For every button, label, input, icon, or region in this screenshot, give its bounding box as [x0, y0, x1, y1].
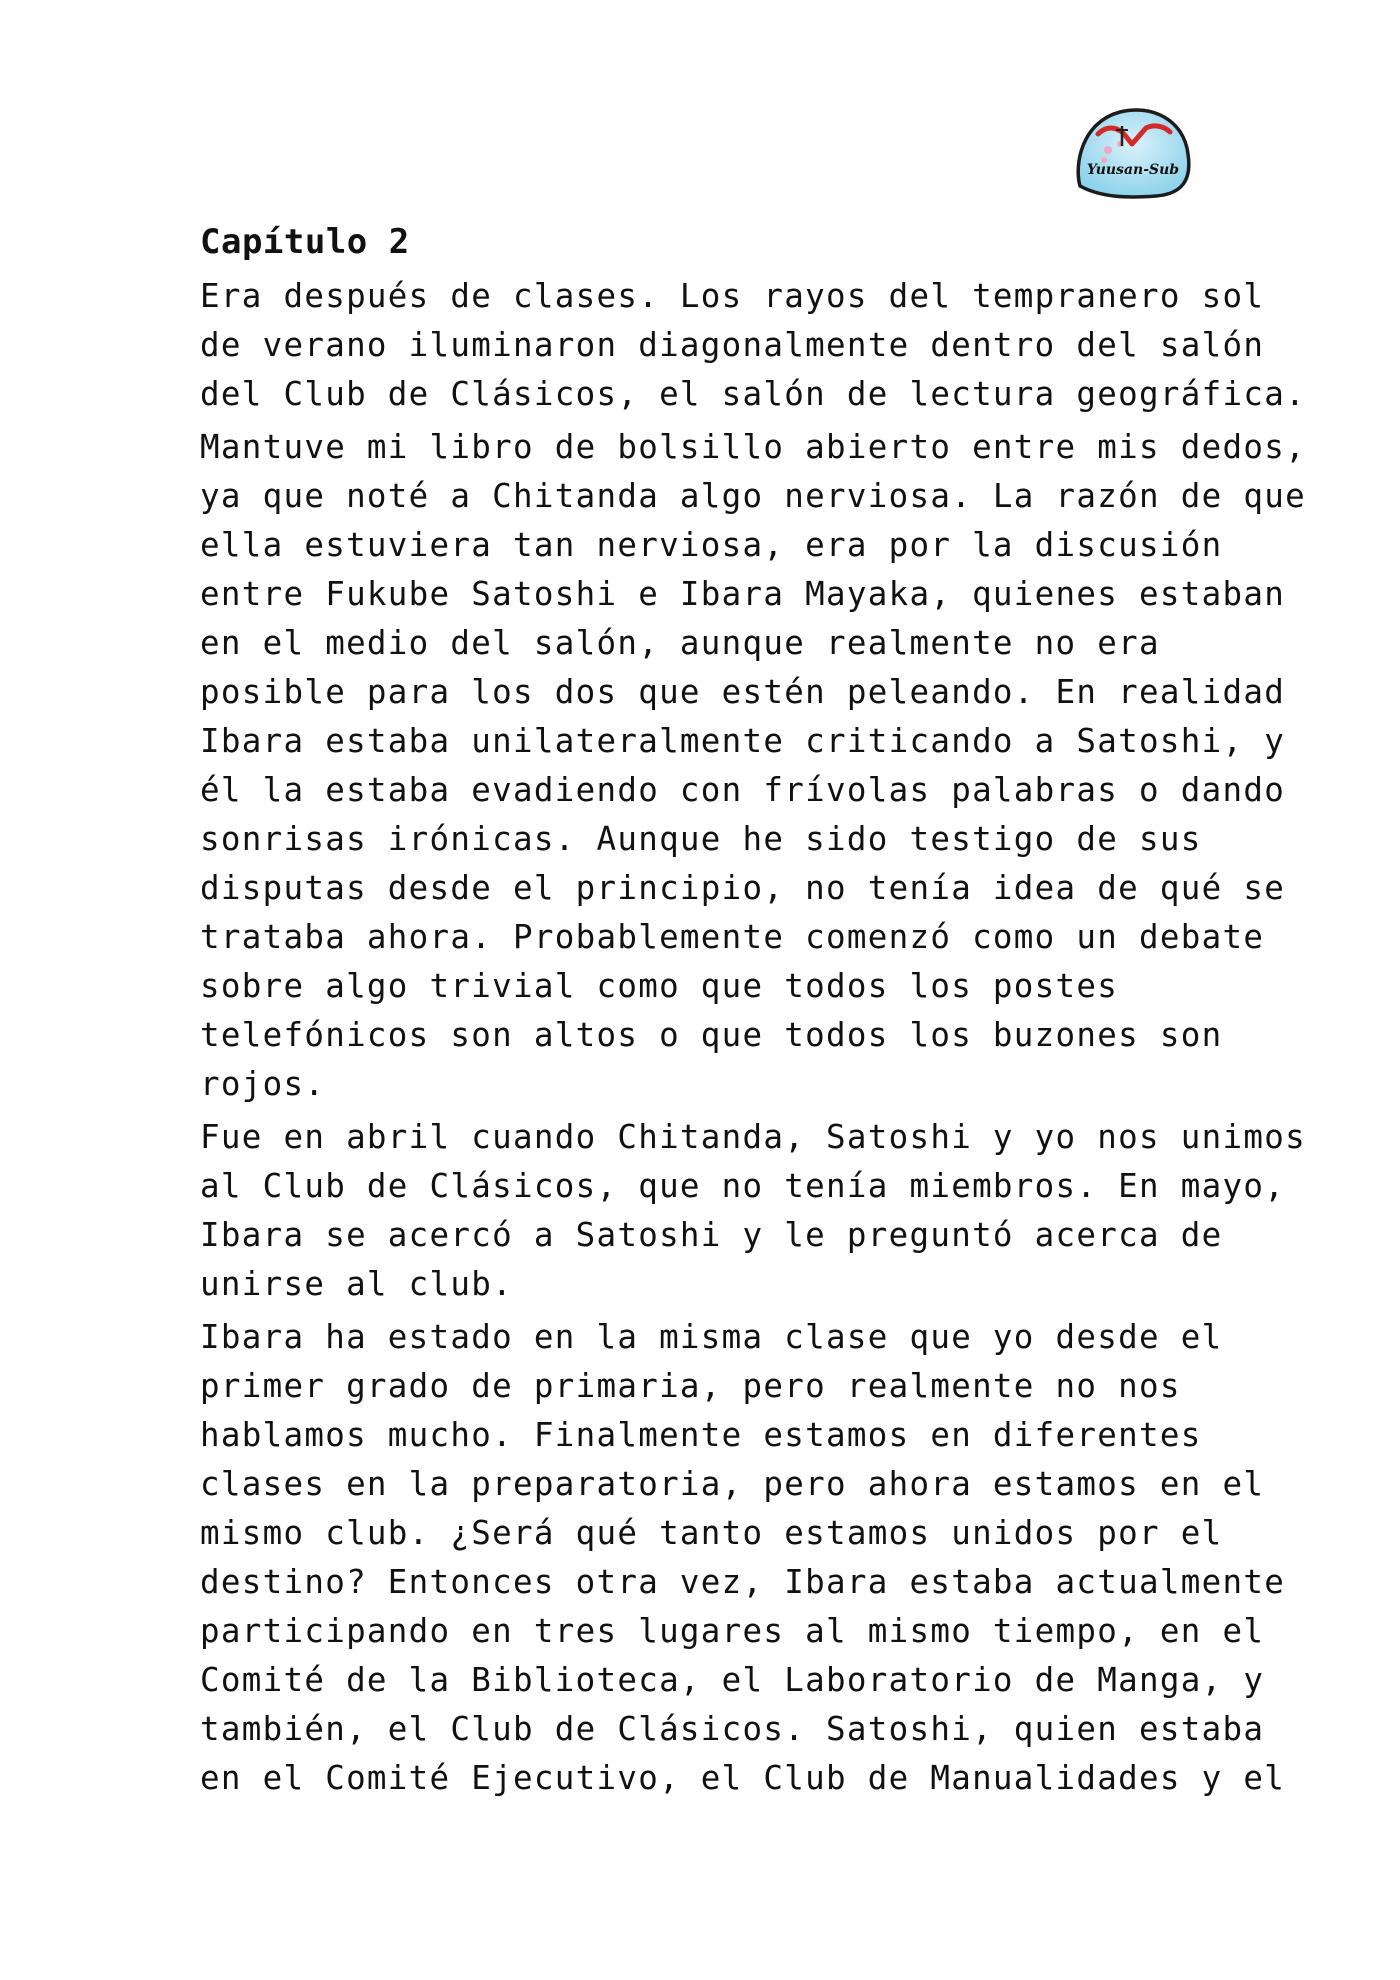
paragraph: [200, 1313, 1286, 1803]
text-line: Comité de la Biblioteca, el Laboratorio de Manga, y: [200, 1661, 1265, 1699]
logo: [1072, 104, 1194, 200]
text-line: trataba ahora. Probablemente comenzó como un debate: [200, 918, 1265, 956]
text-line: posible para los dos que estén peleando. En realidad: [200, 673, 1286, 711]
text-line: Ibara ha estado en la misma clase que yo desde el: [200, 1318, 1223, 1356]
text-line: Ibara se acercó a Satoshi y le preguntó acerca de: [200, 1216, 1223, 1254]
text-line: sobre algo trivial como que todos los postes: [200, 967, 1119, 1005]
text-line: entre Fukube Satoshi e Ibara Mayaka, quienes estaban: [200, 575, 1286, 613]
text-line: rojos.: [200, 1065, 326, 1103]
text-line: Fue en abril cuando Chitanda, Satoshi y yo nos unimos: [200, 1118, 1306, 1156]
paragraphs: [200, 272, 1306, 1803]
text-line: Mantuve mi libro de bolsillo abierto entre mis dedos,: [200, 428, 1306, 466]
text-line: en el medio del salón, aunque realmente no era: [200, 624, 1160, 662]
document-body: [200, 216, 1306, 1803]
text-line: de verano iluminaron diagonalmente dentro del salón: [200, 326, 1265, 364]
text-line: telefónicos son altos o que todos los buzones son: [200, 1016, 1223, 1054]
chapter-title: Capítulo 2: [200, 222, 410, 262]
text-line: primer grado de primaria, pero realmente no nos: [200, 1367, 1181, 1405]
text-line: participando en tres lugares al mismo tiempo, en el: [200, 1612, 1265, 1650]
text-line: destino? Entonces otra vez, Ibara estaba actualmente: [200, 1563, 1286, 1601]
text-line: al Club de Clásicos, que no tenía miembros. En mayo,: [200, 1167, 1286, 1205]
text-line: disputas desde el principio, no tenía idea de qué se: [200, 869, 1286, 907]
text-line: en el Comité Ejecutivo, el Club de Manualidades y el: [200, 1759, 1286, 1797]
text-line: sonrisas irónicas. Aunque he sido testigo de sus: [200, 820, 1202, 858]
logo-text: Yuusan-Sub: [1086, 162, 1180, 178]
text-line: Era después de clases. Los rayos del tempranero sol: [200, 277, 1265, 315]
paragraph: [200, 423, 1306, 1109]
text-line: del Club de Clásicos, el salón de lectura geográfica.: [200, 375, 1306, 413]
text-line: ella estuviera tan nerviosa, era por la discusión: [200, 526, 1223, 564]
text-line: ya que noté a Chitanda algo nerviosa. La razón de que: [200, 477, 1306, 515]
text-line: mismo club. ¿Será qué tanto estamos unidos por el: [200, 1514, 1223, 1552]
text-line: clases en la preparatoria, pero ahora estamos en el: [200, 1465, 1265, 1503]
text-line: también, el Club de Clásicos. Satoshi, quien estaba: [200, 1710, 1265, 1748]
paragraph: [200, 272, 1306, 419]
text-line: Ibara estaba unilateralmente criticando a Satoshi, y: [200, 722, 1286, 760]
seal-logo-icon: [1072, 104, 1194, 200]
paragraph: [200, 1113, 1306, 1309]
text-line: él la estaba evadiendo con frívolas palabras o dando: [200, 771, 1286, 809]
text-line: hablamos mucho. Finalmente estamos en diferentes: [200, 1416, 1202, 1454]
text-line: unirse al club.: [200, 1265, 513, 1303]
